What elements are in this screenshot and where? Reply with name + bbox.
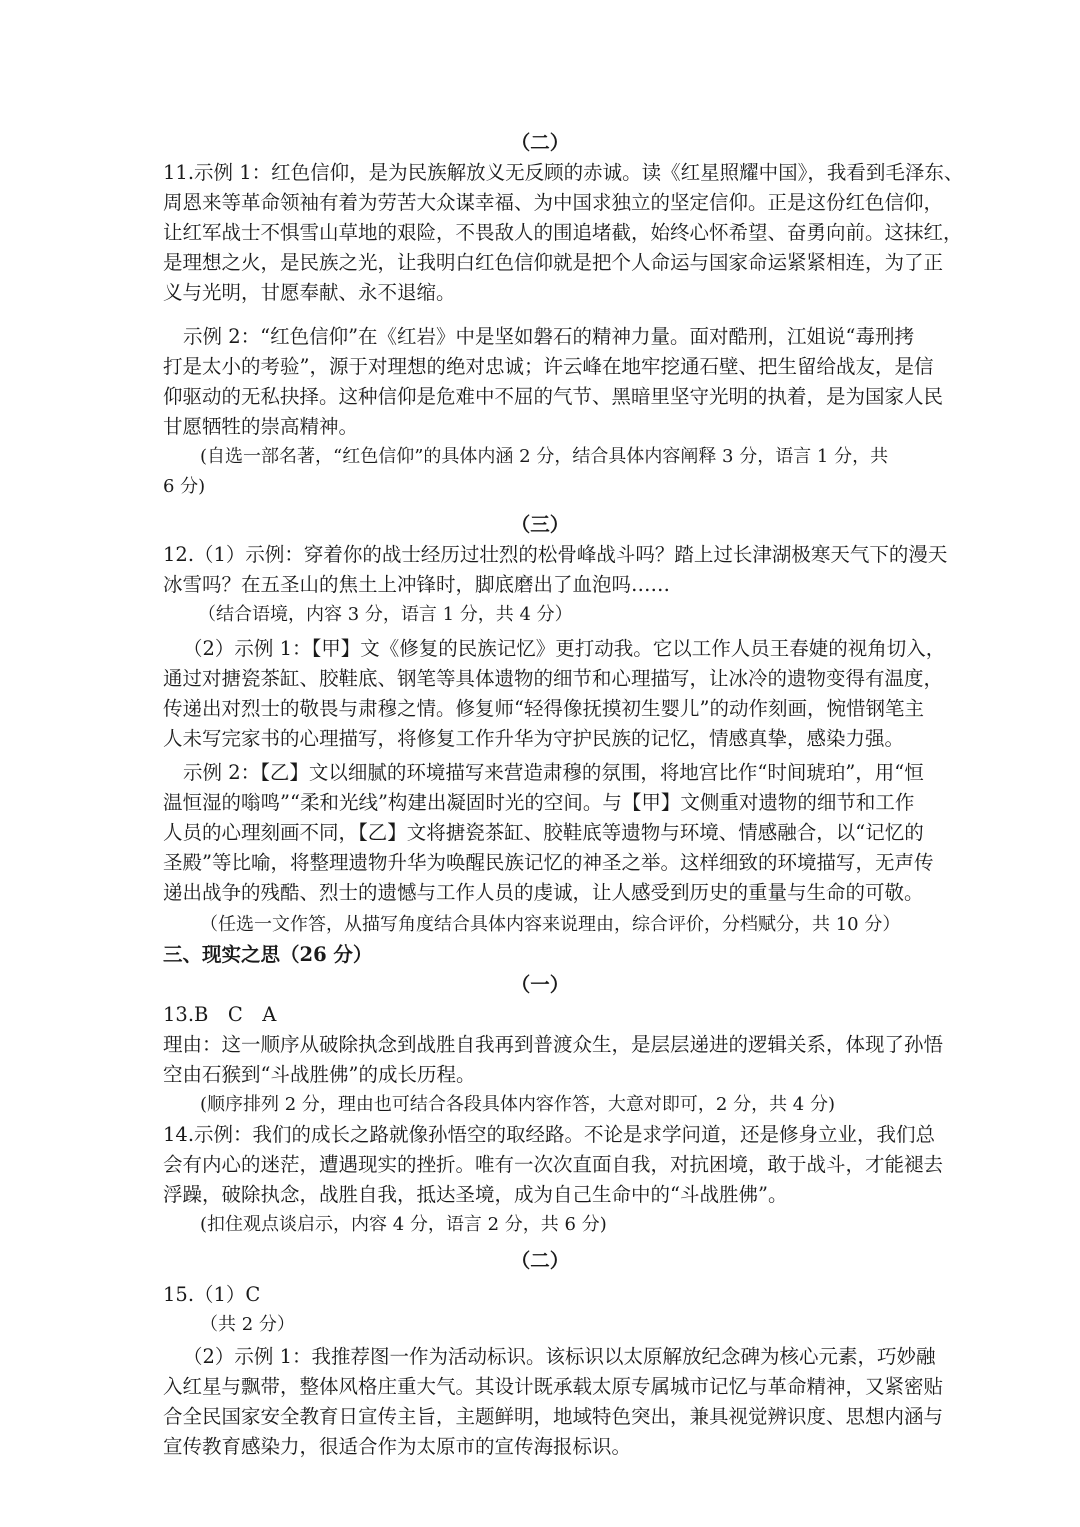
answer-12-1-line-2: 冰雪吗？在五圣山的焦土上冲锋时，脚底磨出了血泡吗…… (163, 573, 671, 596)
answer-11-line-2: 周恩来等革命领袖有着为劳苦大众谋幸福、为中国求独立的坚定信仰。正是这份红色信仰， (163, 191, 944, 214)
answer-13-reason-line-1: 理由：这一顺序从破除执念到战胜自我再到普渡众生，是层层递进的逻辑关系，体现了孙悟 (163, 1033, 944, 1056)
score-note-12-1: （结合语境，内容 3 分，语言 1 分，共 4 分） (198, 604, 573, 625)
answer-12-2-line-3: 传递出对烈士的敬畏与肃穆之情。修复师“轻得像抚摸初生婴儿”的动作刻画，惋惜钢笔主 (163, 697, 924, 720)
answer-15-1: 15.（1）C (163, 1283, 261, 1306)
section-heading-3: （三） (510, 513, 570, 536)
section-heading-2b: （二） (510, 1249, 570, 1272)
answer-11-line-4: 是理想之火，是民族之光，让我明白红色信仰就是把个人命运与国家命运紧紧相连，为了正 (163, 251, 944, 274)
answer-11-example2-line-2: 打是太小的考验”，源于对理想的绝对忠诚；许云峰在地牢挖通石壁、把生留给战友，是信 (163, 355, 934, 378)
answer-15-2-line-3: 合全民国家安全教育日宣传主旨，主题鲜明，地域特色突出，兼具视觉辨识度、思想内涵与 (163, 1405, 944, 1428)
answer-12-2-line-1: （2）示例 1：【甲】文《修复的民族记忆》更打动我。它以工作人员王春婕的视角切入， (183, 637, 946, 660)
score-note-11-line-2: 6 分) (163, 476, 206, 497)
answer-11-line-5: 义与光明，甘愿奉献、永不退缩。 (163, 281, 456, 304)
score-note-15-1: （共 2 分） (200, 1314, 295, 1335)
answer-12-2-example2-line-1: 示例 2：【乙】文以细腻的环境描写来营造肃穆的氛围，将地宫比作“时间琥珀”，用“恒 (183, 761, 924, 784)
answer-11-line-1: 11.示例 1：红色信仰，是为民族解放义无反顾的赤诚。读《红星照耀中国》，我看到毛泽东、 (163, 161, 964, 184)
answer-12-2-line-4: 人未写完家书的心理描写，将修复工作升华为守护民族的记忆，情感真挚，感染力强。 (163, 727, 905, 750)
score-note-12-2: （任选一文作答，从描写角度结合具体内容来说理由，综合评价，分档赋分，共 10 分） (200, 914, 901, 935)
answer-12-2-example2-line-2: 温恒湿的嗡鸣”“柔和光线”构建出凝固时光的空间。与【甲】文侧重对遗物的细节和工作 (163, 791, 915, 814)
answer-14-line-1: 14.示例：我们的成长之路就像孙悟空的取经路。不论是求学问道，还是修身立业，我们总 (163, 1123, 936, 1146)
answer-13-reason-line-2: 空由石猴到“斗战胜佛”的成长历程。 (163, 1063, 476, 1086)
answer-12-2-example2-line-3: 人员的心理刻画不同，【乙】文将搪瓷茶缸、胶鞋底等遗物与环境、情感融合，以“记忆的 (163, 821, 924, 844)
answer-14-line-3: 浮躁，破除执念，战胜自我，抵达圣境，成为自己生命中的“斗战胜佛”。 (163, 1183, 788, 1206)
answer-11-example2-line-3: 仰驱动的无私抉择。这种信仰是危难中不屈的气节、黑暗里坚守光明的执着，是为国家人民 (163, 385, 944, 408)
part-heading-3: 三、现实之思（26 分） (163, 943, 373, 966)
answer-11-line-3: 让红军战士不惧雪山草地的艰险，不畏敌人的围追堵截，始终心怀希望、奋勇向前。这抹红， (163, 221, 963, 244)
section-heading-1: （一） (510, 973, 570, 996)
answer-13: 13.B C A (163, 1003, 277, 1026)
answer-12-2-example2-line-4: 圣殿”等比喻，将整理遗物升华为唤醒民族记忆的神圣之举。这样细致的环境描写，无声传 (163, 851, 934, 874)
score-note-14: (扣住观点谈启示，内容 4 分，语言 2 分，共 6 分) (200, 1214, 607, 1235)
score-note-13: (顺序排列 2 分，理由也可结合各段具体内容作答，大意对即可，2 分，共 4 分) (200, 1094, 836, 1115)
answer-15-2-line-4: 宣传教育感染力，很适合作为太原市的宣传海报标识。 (163, 1435, 632, 1458)
answer-12-1-line-1: 12.（1）示例：穿着你的战士经历过壮烈的松骨峰战斗吗？踏上过长津湖极寒天气下的漫天 (163, 543, 948, 566)
answer-11-example2-line-1: 示例 2：“红色信仰”在《红岩》中是坚如磐石的精神力量。面对酷刑，江姐说“毒刑拷 (183, 325, 915, 348)
answer-14-line-2: 会有内心的迷茫，遭遇现实的挫折。唯有一次次直面自我，对抗困境，敢于战斗，才能褪去 (163, 1153, 944, 1176)
answer-11-example2-line-4: 甘愿牺牲的崇高精神。 (163, 415, 359, 438)
section-heading-2: （二） (510, 131, 570, 154)
score-note-11-line-1: (自选一部名著，“红色信仰”的具体内涵 2 分，结合具体内容阐释 3 分，语言 1 分，共 (200, 446, 889, 467)
answer-15-2-line-1: （2）示例 1：我推荐图一作为活动标识。该标识以太原解放纪念碑为核心元素，巧妙融 (183, 1345, 936, 1368)
answer-12-2-line-2: 通过对搪瓷茶缸、胶鞋底、钢笔等具体遗物的细节和心理描写，让冰冷的遗物变得有温度， (163, 667, 944, 690)
answer-15-2-line-2: 入红星与飘带，整体风格庄重大气。其设计既承载太原专属城市记忆与革命精神，又紧密贴 (163, 1375, 944, 1398)
answer-12-2-example2-line-5: 递出战争的残酷、烈士的遗憾与工作人员的虔诚，让人感受到历史的重量与生命的可敬。 (163, 881, 924, 904)
